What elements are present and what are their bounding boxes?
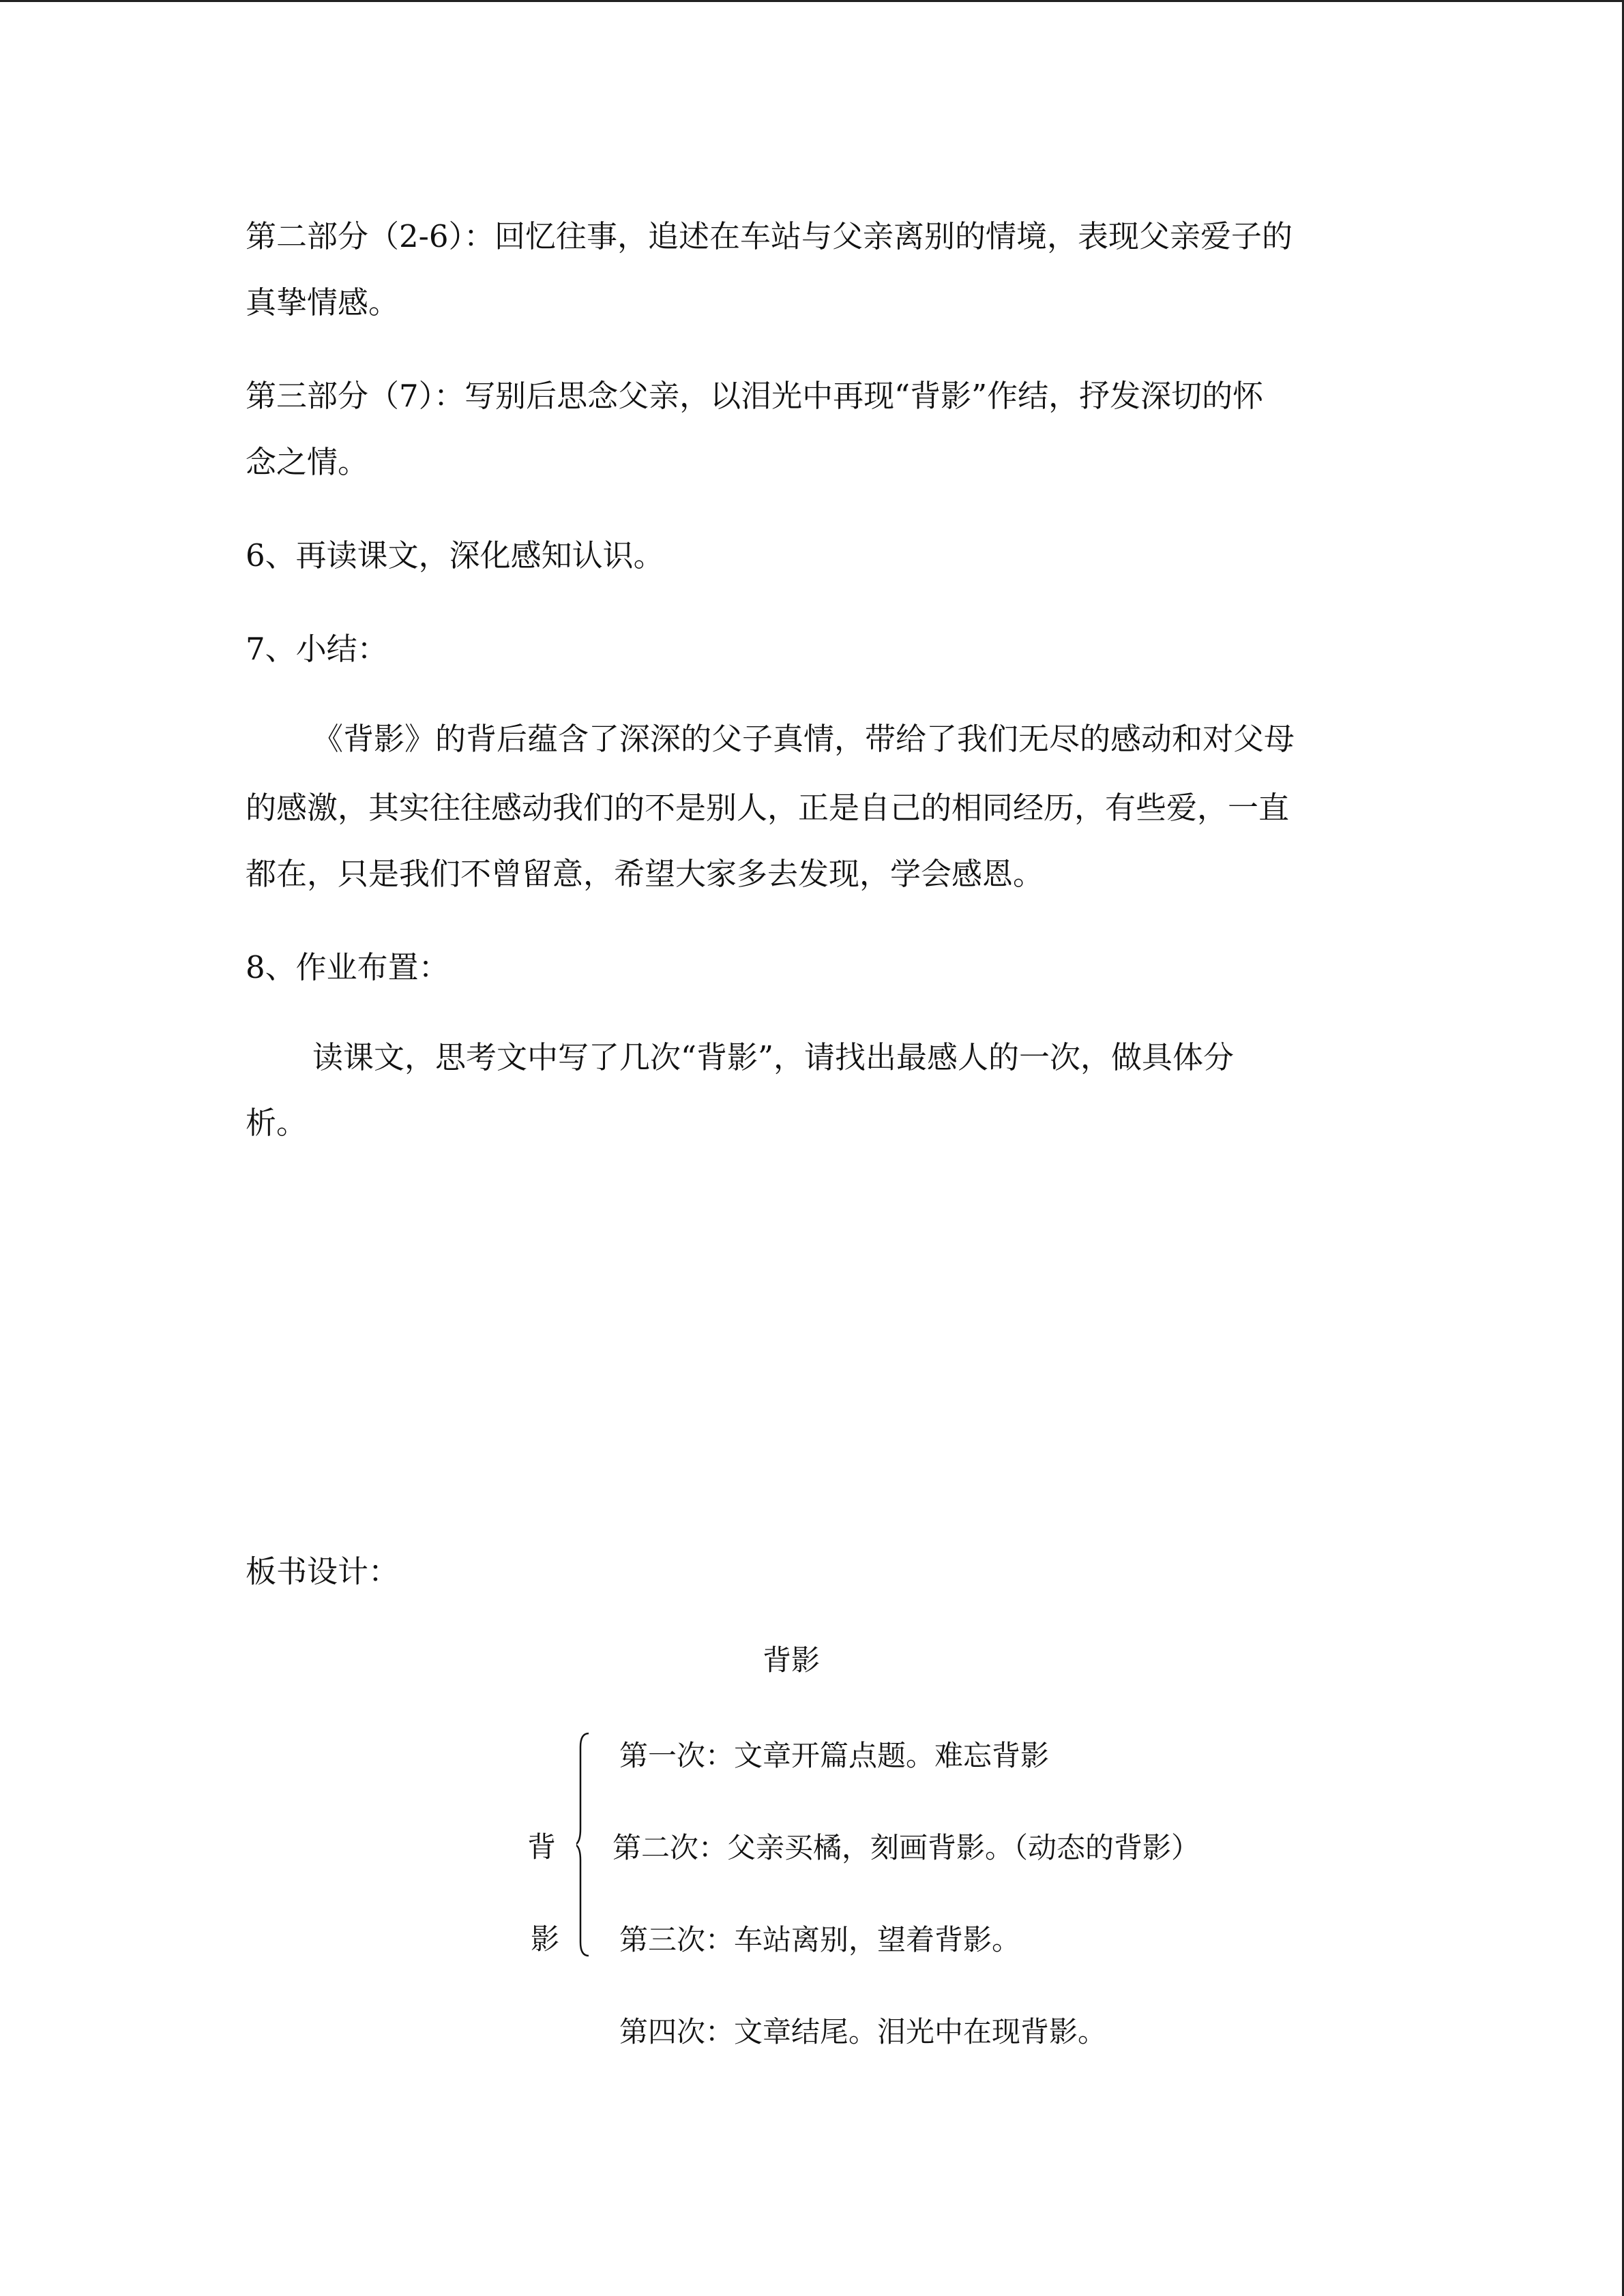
board-design-heading: 板书设计： xyxy=(246,1553,400,1590)
part2-line2: 真挚情感。 xyxy=(246,284,400,320)
summary-line1: 《背影》的背后蕴含了深深的父子真情，带给了我们无尽的感动和对父母 xyxy=(312,721,1295,757)
board-item-4: 第四次：文章结尾。泪光中在现背影。 xyxy=(619,2015,1107,2048)
board-item-3: 第三次：车站离别，望着背影。 xyxy=(619,1923,1021,1956)
part3-line1: 第三部分（7）：写别后思念父亲，以泪光中再现“背影”作结，抒发深切的怀 xyxy=(246,378,1264,414)
board-item-2: 第二次：父亲买橘，刻画背影。（动态的背影） xyxy=(612,1831,1200,1864)
page-top-border xyxy=(0,0,1624,2)
step6-text: 6、再读课文，深化感知认识。 xyxy=(246,537,664,573)
curly-brace xyxy=(576,1732,590,1957)
board-side-char-1: 背 xyxy=(527,1830,557,1864)
step8-heading: 8、作业布置： xyxy=(246,949,449,985)
summary-line3: 都在，只是我们不曾留意，希望大家多去发现，学会感恩。 xyxy=(246,856,1044,892)
summary-line2: 的感激，其实往往感动我们的不是别人，正是自己的相同经历，有些爱，一直 xyxy=(246,790,1290,826)
homework-line2: 析。 xyxy=(246,1105,308,1141)
homework-line1: 读课文，思考文中写了几次“背影”，请找出最感人的一次，做具体分 xyxy=(312,1039,1235,1075)
part2-line1: 第二部分（2-6）：回忆往事，追述在车站与父亲离别的情境，表现父亲爱子的 xyxy=(246,218,1293,254)
step7-heading: 7、小结： xyxy=(246,631,388,667)
part3-line2: 念之情。 xyxy=(246,444,369,480)
board-item-1: 第一次：文章开篇点题。难忘背影 xyxy=(619,1739,1050,1772)
board-title: 背影 xyxy=(763,1643,821,1677)
board-side-char-2: 影 xyxy=(531,1922,560,1956)
